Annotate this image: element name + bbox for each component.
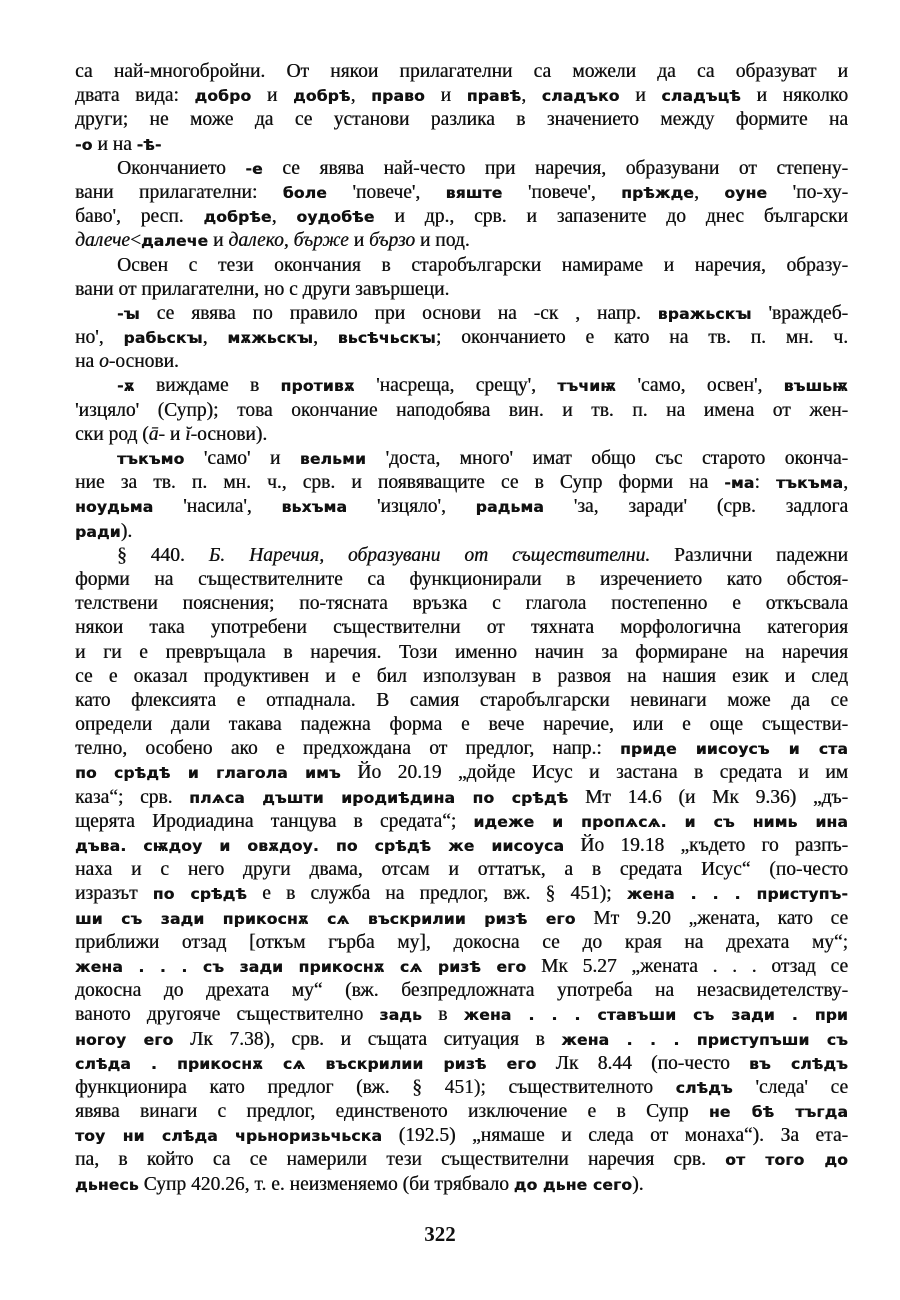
old-bulgarian-quote: приде иисоусъ и ста [620, 740, 848, 759]
old-bulgarian-quote: правѣ [466, 87, 522, 106]
body-text: Окончанието [117, 157, 246, 179]
text-line [75, 133, 848, 157]
text-line [75, 1028, 848, 1052]
old-bulgarian-quote: сладъцѣ [661, 87, 741, 106]
body-text: Лк 7.38), срв. и същата ситуация в [173, 1028, 562, 1050]
body-text: Мт 14.6 (и Мк 9.36) „дъ- [568, 786, 848, 808]
body-text: -основи. [108, 351, 179, 373]
text-line [75, 1173, 848, 1197]
text-line [75, 1052, 848, 1076]
body-text: Освен с тези окончания в старобългарски намираме и наречия, образу- [117, 254, 848, 276]
old-bulgarian-quote: ши съ зади прикоснѫ сѧ въскрилии ризѣ его [75, 909, 576, 928]
text-line [75, 737, 848, 761]
old-bulgarian-quote: плѧса дъшти иродиѣдина по срѣдѣ [189, 788, 569, 807]
body-text: па, в който са се намерили тези съществителни наречия срв. [75, 1149, 726, 1171]
text-line [75, 1003, 848, 1027]
old-bulgarian-quote: ногоу его [75, 1030, 174, 1049]
page-number: 322 [424, 1222, 456, 1246]
body-text: 'по-ху- [767, 181, 848, 203]
body-text: 'само, освен', [616, 375, 784, 397]
body-text: , [693, 181, 725, 203]
body-text: и [424, 85, 467, 107]
old-bulgarian-quote: ради [75, 522, 121, 541]
text-line [75, 882, 848, 906]
body-text: вани от прилагателни, но с други завършеци. [75, 278, 450, 300]
body-text: се явява по правило при основи на -ск , напр. [139, 302, 658, 324]
body-text: баво', респ. [75, 206, 204, 228]
old-bulgarian-quote: задь [379, 1006, 422, 1025]
body-text: в [421, 1004, 464, 1026]
body-text: , [313, 327, 338, 349]
body-text: 'насреща, срещу', [354, 375, 558, 397]
body-text: са най-многобройни. От някои прилагателни са можели да са образуват и [75, 61, 848, 82]
old-bulgarian-quote: тоу ни слѣда чрьноризьчьска [75, 1127, 383, 1146]
body-text: Мк 5.27 „жената . . . отзад се [526, 955, 848, 977]
text-line [75, 689, 848, 713]
body-text: 'следа' се [732, 1076, 849, 1098]
old-bulgarian-quote: не бѣ тъгда [708, 1103, 849, 1122]
body-text: и [208, 230, 229, 252]
body-text: телно, особено ако е предхождана от предлог, напр.: [75, 738, 621, 760]
body-text: и [348, 230, 369, 252]
italic-text: ā [148, 423, 159, 445]
text-line [75, 350, 848, 374]
body-text: и ги е превръщала в наречия. Този именно начин за формиране на наречия [75, 641, 848, 663]
text-line [75, 1100, 848, 1124]
old-bulgarian-quote: въ слѣдъ [749, 1054, 848, 1073]
old-bulgarian-quote: далече [140, 232, 209, 251]
body-text: Мт 9.20 „жената, като се [575, 907, 848, 929]
text-line [75, 761, 848, 785]
text-line [75, 641, 848, 665]
text-line [75, 858, 848, 882]
text-line [75, 157, 848, 181]
old-bulgarian-quote: дьнесь [75, 1175, 139, 1194]
body-text: 'враждеб- [751, 302, 849, 324]
body-text: Супр 420.26, т. е. неизменяемо (би трябвало [138, 1173, 514, 1195]
old-bulgarian-quote: мѫжьскꙑ [227, 329, 313, 348]
body-text: ние за тв. п. мн. ч., срв. и появяващите се в Супр форми на [75, 472, 725, 494]
italic-text: Б. Наречия, образувани от съществителни. [208, 544, 651, 566]
old-bulgarian-quote: слѣдъ [675, 1078, 733, 1097]
body-text: ваното другояче съществително [75, 1004, 380, 1026]
old-bulgarian-quote: дъва. сѭдоу и овѫдоу. по срѣдѣ же иисоуса [75, 837, 565, 855]
old-bulgarian-quote: добро [194, 87, 252, 106]
text-line [75, 399, 848, 423]
paragraph [75, 254, 848, 302]
text-line [75, 254, 848, 278]
body-text: приближи отзад [откъм гърба му], докосна се до края на дрехата му“; [75, 931, 848, 953]
body-text: се явява най-често при наречия, образувани от степену- [262, 157, 848, 179]
text-line [75, 907, 848, 931]
text-line [75, 665, 848, 689]
old-bulgarian-quote: прѣжде [621, 183, 694, 202]
body-text: , [202, 327, 228, 349]
old-bulgarian-quote: добрѣ [293, 87, 351, 106]
body-text: е в служба на предлог, вж. § 451); [246, 883, 627, 905]
old-bulgarian-quote: оуне [724, 183, 768, 202]
old-bulgarian-quote: противѫ [280, 377, 355, 396]
body-text: определи дали такава падежна форма е вече наречие, или е още съществи- [75, 714, 848, 736]
old-bulgarian-quote: право [371, 87, 425, 106]
old-bulgarian-quote: -ма [724, 474, 755, 493]
body-text: , [521, 85, 542, 107]
old-bulgarian-quote: радьма [475, 498, 544, 517]
body-text: но', [75, 327, 124, 349]
text-line [75, 713, 848, 737]
paragraph [75, 157, 848, 254]
text-line [75, 374, 848, 398]
text-line [75, 423, 848, 447]
body-text: ски род ( [75, 423, 149, 445]
body-text: 'изцяло' (Супр); това окончание наподобява вин. и тв. п. на имена от жен- [75, 399, 848, 421]
old-bulgarian-quote: -ѣ- [136, 135, 162, 154]
old-bulgarian-quote: -е [245, 159, 263, 178]
body-text: и др., срв. и запазените до днес български [374, 206, 849, 228]
text-line [75, 931, 848, 955]
paragraph [75, 60, 848, 157]
body-text: -основи). [190, 423, 268, 445]
body-text: форми на съществителните са функционирали в изречението като обстоя- [75, 568, 848, 590]
body-text: и [251, 85, 294, 107]
body-text: щерята Иродиадина танцува в средата“; [75, 810, 474, 832]
text-line [75, 1148, 848, 1172]
old-bulgarian-quote: боле [282, 183, 327, 202]
old-bulgarian-quote: -о [75, 135, 93, 154]
paragraph [75, 374, 848, 447]
body-text: ). [120, 520, 133, 542]
text-line [75, 205, 848, 229]
body-text: Лк 8.44 (по-често [536, 1052, 750, 1074]
body-text: < [129, 230, 141, 252]
old-bulgarian-quote: ноудьма [75, 498, 154, 517]
old-bulgarian-quote: сладъко [541, 87, 620, 106]
old-bulgarian-quote: по срѣдѣ и глагола имъ [75, 764, 341, 783]
old-bulgarian-quote: вельми [299, 450, 367, 468]
body-text: (192.5) „нямаше и следа от монаха“). За ета- [382, 1125, 848, 1147]
old-bulgarian-quote: тъкъмо [117, 450, 185, 468]
old-bulgarian-quote: оудобѣе [296, 208, 375, 227]
body-text: явява винаги с предлог, единственото изключение е в Супр [75, 1101, 709, 1123]
body-text: : [754, 472, 776, 494]
text-line [75, 979, 848, 1003]
old-bulgarian-quote: вьхъма [281, 498, 348, 517]
old-bulgarian-quote: вражьскꙑ [657, 304, 752, 323]
body-text: - и [158, 423, 186, 445]
old-bulgarian-quote: въшьѭ [783, 377, 848, 396]
old-bulgarian-quote: тъчиѭ [557, 377, 617, 396]
text-line [75, 592, 848, 616]
old-bulgarian-quote: жена . . . ставъши съ зади . при [463, 1006, 848, 1025]
text-line [75, 84, 848, 108]
body-text: вани прилагателни: [75, 181, 283, 203]
old-bulgarian-quote: жена . . . съ зади прикоснѫ сѧ ризѣ его [75, 957, 527, 976]
body-text: двата вида: [75, 85, 195, 107]
text-line [75, 955, 848, 979]
text-line [75, 302, 848, 326]
old-bulgarian-quote: добрѣе [203, 208, 272, 227]
body-text: докосна до дрехата му“ (вж. безпредложната употреба на незасвидетелству- [75, 980, 848, 1002]
old-bulgarian-quote: рабьскꙑ [123, 329, 203, 348]
body-text: ). [632, 1173, 644, 1195]
text-line [75, 520, 848, 544]
body-text: се е оказал продуктивен и е бил използуван в развоя на нашия език и след [75, 665, 848, 687]
body-text: на [75, 351, 99, 373]
body-text: 'повече', [502, 181, 622, 203]
text-line [75, 471, 848, 495]
body-text: функционира като предлог (вж. § 451); съществителното [75, 1076, 676, 1098]
body-text: виждаме в [134, 375, 281, 397]
old-bulgarian-quote: жена . . . приступъ- [626, 885, 848, 904]
old-bulgarian-quote: от того до [725, 1151, 848, 1170]
old-bulgarian-quote: идеже и пропѧсѧ. и съ нимь ина [473, 812, 848, 831]
text-line [75, 278, 848, 302]
text-line [75, 229, 848, 253]
body-text: 'само' и [184, 448, 300, 469]
old-bulgarian-quote: по срѣдѣ [152, 885, 247, 904]
body-text: Йо 19.18 „където го разпъ- [564, 835, 848, 856]
italic-text: о [98, 351, 109, 373]
text-line [75, 1124, 848, 1148]
body-text: и [619, 85, 662, 107]
old-bulgarian-quote: -ѫ [117, 377, 135, 396]
text-line [75, 834, 848, 858]
body-text: и на [92, 133, 137, 155]
old-bulgarian-quote: вьсѣчьскꙑ [337, 329, 436, 348]
italic-text: далеко, бърже [228, 230, 349, 252]
body-text: , [350, 85, 372, 107]
text-line [75, 108, 848, 132]
text-line [75, 1076, 848, 1100]
old-bulgarian-quote: слѣда . прикоснѫ сѧ въскрилии ризѣ его [75, 1054, 537, 1073]
body-text: телствени пояснения; по-тясната връзка с глагола постепенно е откъсвала [75, 593, 848, 615]
body-text: изразът [75, 883, 153, 905]
text-line [75, 326, 848, 350]
body-text: 'доста, много' имат общо със старото оконча- [366, 448, 848, 469]
body-text: като флексията е отпаднала. В самия старобългарски невинаги може да се [75, 689, 848, 711]
body-text: 'повече', [326, 181, 446, 203]
body-text: и няколко [740, 85, 849, 107]
text-line [75, 60, 848, 84]
old-bulgarian-quote: тъкъма [775, 474, 844, 493]
body-text: Йо 20.19 „дойде Исус и застана в средата и им [340, 762, 849, 784]
body-text: ; окончанието е като на тв. п. мн. ч. [435, 327, 848, 349]
paragraph [75, 544, 848, 1197]
body-text: § 440. [117, 544, 209, 566]
text-line [75, 544, 848, 568]
body-text: наха и с него други двама, отсам и оттатък, а в средата Исус“ (по-често [75, 859, 848, 881]
body-text: 'изцяло', [347, 496, 476, 518]
body-text: , [843, 472, 848, 494]
text-line [75, 616, 848, 640]
text-line [75, 447, 848, 471]
body-text: Различни падежни [650, 544, 848, 566]
text-line [75, 786, 848, 810]
paragraph [75, 302, 848, 375]
italic-text: бързо [368, 230, 415, 252]
italic-text: далече [75, 230, 130, 252]
body-text: някои така употребени съществителни от тяхната морфологична категория [75, 617, 848, 639]
old-bulgarian-quote: до дьне сего [513, 1175, 633, 1194]
body-text: други; не може да се установи разлика в значението между формите на [75, 109, 848, 131]
text-line [75, 495, 848, 519]
body-text: каза“; срв. [75, 786, 190, 808]
text-line [75, 181, 848, 205]
old-bulgarian-quote: вяште [445, 183, 503, 202]
text-line [75, 568, 848, 592]
body-text: 'насила', [153, 496, 282, 518]
text-line [75, 810, 848, 834]
italic-text: ĭ [185, 423, 191, 445]
old-bulgarian-quote: жена . . . приступъши съ [561, 1030, 848, 1049]
body-text: и под. [414, 230, 470, 252]
old-bulgarian-quote: -ꙑ [117, 304, 140, 323]
body-text: , [271, 206, 297, 228]
paragraph [75, 447, 848, 544]
document-body [75, 60, 848, 1197]
body-text: 'за, заради' (срв. задлога [543, 496, 848, 518]
